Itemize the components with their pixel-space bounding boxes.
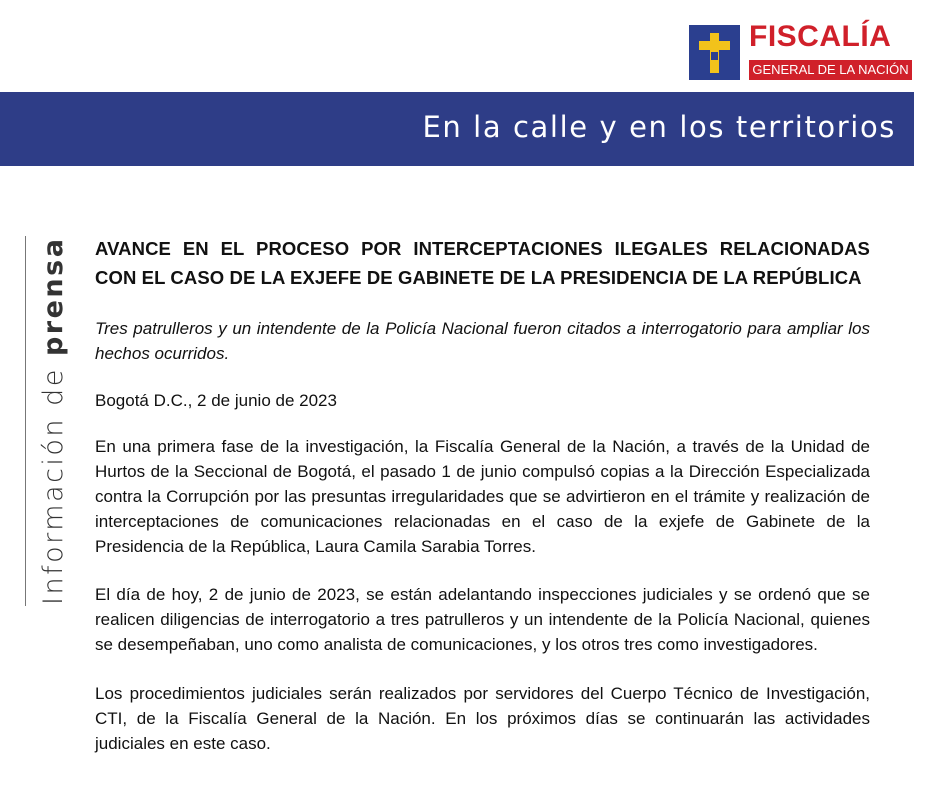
side-divider	[25, 236, 26, 606]
logo-title: FISCALÍA	[749, 20, 892, 53]
article-subheadline: Tres patrulleros y un intendente de la Policía Nacional fueron citados a interrogatorio para ampliar los hechos ocurridos.	[95, 319, 870, 363]
article-paragraph-2: El día de hoy, 2 de junio de 2023, se están adelantando inspecciones judiciales y se ordenó que se realicen diligencias de interrogatorio a tres patrulleros y un intendente de la Policía Nacional, quienes se desempeñaban, uno como analista de comunicaciones, y los otros tres como investigadores.	[95, 585, 870, 654]
section-label	[38, 237, 69, 605]
article-paragraph-1: En una primera fase de la investigación, la Fiscalía General de la Nación, a través de la Unidad de Hurtos de la Seccional de Bogotá, el pasado 1 de junio compulsó copias a la Dirección Especializada contra la Corrupción por las presuntas irregularidades que se advirtieron en el trámite y realización de interceptaciones de comunicaciones relacionadas en el caso de la exjefe de Gabinete de la Presidencia de la República, Laura Camila Sarabia Torres.	[95, 437, 870, 556]
banner-text: En la calle y en los territorios	[422, 110, 896, 144]
article-body	[95, 234, 870, 756]
slogan-banner	[0, 92, 914, 166]
section-label-light: Información de	[38, 356, 69, 605]
article-paragraph-3: Los procedimientos judiciales serán realizados por servidores del Cuerpo Técnico de Investigación, CTI, de la Fiscalía General de la Nación. En los próximos días se continuarán las actividades judiciales en este caso.	[95, 684, 870, 753]
article-headline: AVANCE EN EL PROCESO POR INTERCEPTACIONES ILEGALES RELACIONADAS CON EL CASO DE LA EXJEFE DE GABINETE DE LA PRESIDENCIA DE LA REPÚBLICA	[95, 238, 870, 288]
fiscalia-logo	[689, 22, 914, 82]
article-dateline: Bogotá D.C., 2 de junio de 2023	[95, 391, 337, 410]
cross-emblem-icon	[689, 25, 740, 80]
section-label-bold: prensa	[38, 236, 69, 357]
logo-subtitle: GENERAL DE LA NACIÓN	[749, 60, 912, 80]
